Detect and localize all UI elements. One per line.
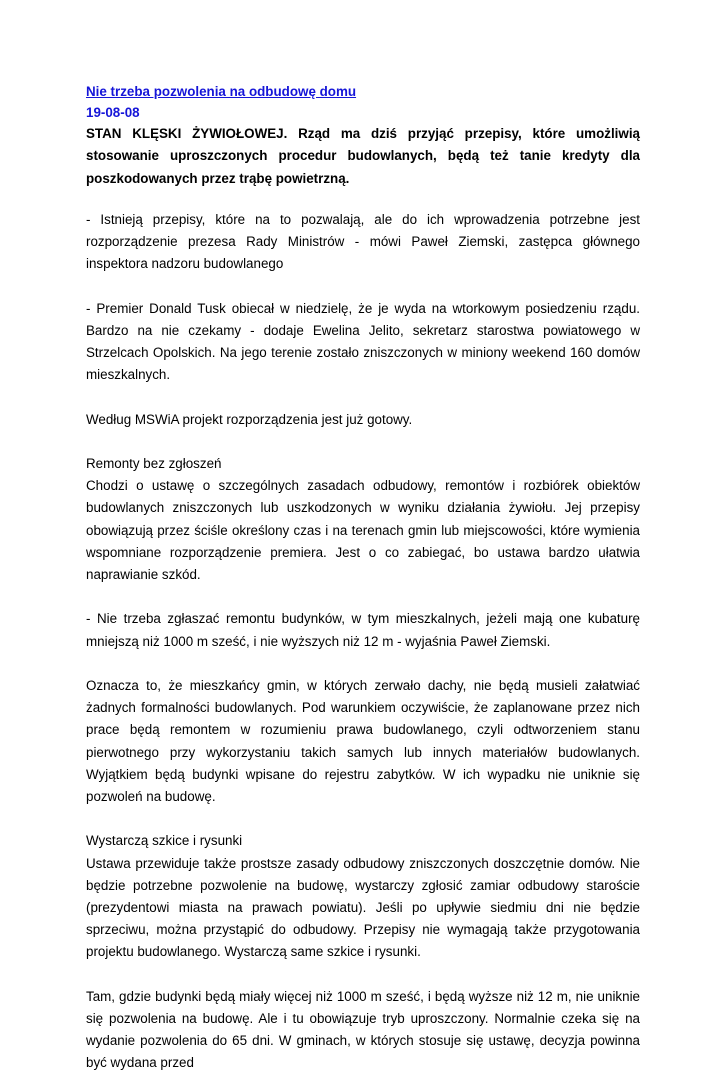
spacer [86, 386, 640, 408]
paragraph: - Premier Donald Tusk obiecał w niedzielę, że je wyda na wtorkowym posiedzeniu rządu. Bardzo na nie czekamy - dodaje Ewelina Jelito, sekretarz starostwa powiatowego w Strzelcach Opolskich. Na jego terenie zostało zniszczonych w miniony weekend 160 domów mieszkalnych. [86, 300, 640, 383]
article-date: 19-08-08 [86, 105, 140, 121]
spacer [86, 275, 640, 297]
section-heading: Wystarczą szkice i rysunki [86, 833, 243, 849]
paragraph: - Nie trzeba zgłaszać remontu budynków, w tym mieszkalnych, jeżeli mają one kubaturę mniejszą niż 1000 m sześć, i nie wyższych niż 12 m - wyjaśnia Paweł Ziemski. [86, 611, 640, 649]
spacer [86, 586, 640, 608]
paragraph: Według MSWiA projekt rozporządzenia jest już gotowy. [86, 411, 413, 427]
document-page [86, 81, 640, 1075]
spacer [86, 190, 640, 209]
paragraph: Oznacza to, że mieszkańcy gmin, w których zerwało dachy, nie będą musieli załatwiać żadnych formalności budowlanych. Pod warunkiem oczywiście, że zaplanowane przez nich prace będą remontem w rozumieniu prawa budowlanego, czyli odtworzeniem stanu pierwotnego przy wykorzystaniu takich samych lub innych materiałów budowlanych. Wyjątkiem będą budynki wpisane do rejestru zabytków. W ich wypadku nie uniknie się pozwoleń na budowę. [86, 678, 640, 805]
spacer [86, 653, 640, 675]
article-title-link[interactable]: Nie trzeba pozwolenia na odbudowę domu [86, 84, 357, 99]
paragraph: Tam, gdzie budynki będą miały więcej niż 1000 m sześć, i będą wyższe niż 12 m, nie uniknie się pozwolenia na budowę. Ale i tu obowiązuje tryb uproszczony. Normalnie czeka się na wydanie pozwolenia do 65 dni. W gminach, w których stosuje się ustawę, decyzja powinna być wydana przed [86, 988, 640, 1071]
spacer [86, 964, 640, 986]
section-heading: Remonty bez zgłoszeń [86, 456, 222, 471]
spacer [86, 431, 640, 453]
article-lead: STAN KLĘSKI ŻYWIOŁOWEJ. Rząd ma dziś przyjąć przepisy, które umożliwią stosowanie uproszczonych procedur budowlanych, będą też tanie kredyty dla poszkodowanych przez trąbę powietrzną. [86, 126, 640, 186]
paragraph: Chodzi o ustawę o szczególnych zasadach odbudowy, remontów i rozbiórek obiektów budowlanych zniszczonych lub uszkodzonych w wyniku działania żywiołu. Jej przepisy obowiązują przez ściśle określony czas i na terenach gmin lub miejscowości, które wymienia wspomniane rozporządzenie premiera. Jest o co zabiegać, bo ustawa bardzo ułatwia naprawianie szkód. [86, 478, 640, 583]
spacer [86, 808, 640, 830]
paragraph: - Istnieją przepisy, które na to pozwalają, ale do ich wprowadzenia potrzebne jest rozporządzenie prezesa Rady Ministrów - mówi Paweł Ziemski, zastępca głównego inspektora nadzoru budowlanego [86, 211, 640, 272]
paragraph: Ustawa przewiduje także prostsze zasady odbudowy zniszczonych doszczętnie domów. Nie będzie potrzebne pozwolenie na budowę, wystarczy zgłosić zamiar odbudowy staroście (prezydentowi miasta na prawach powiatu). Jeśli po upływie siedmiu dni nie będzie sprzeciwu, można przystąpić do odbudowy. Przepisy nie wymagają także przygotowania projektu budowlanego. Wystarczą same szkice i rysunki. [86, 855, 640, 960]
